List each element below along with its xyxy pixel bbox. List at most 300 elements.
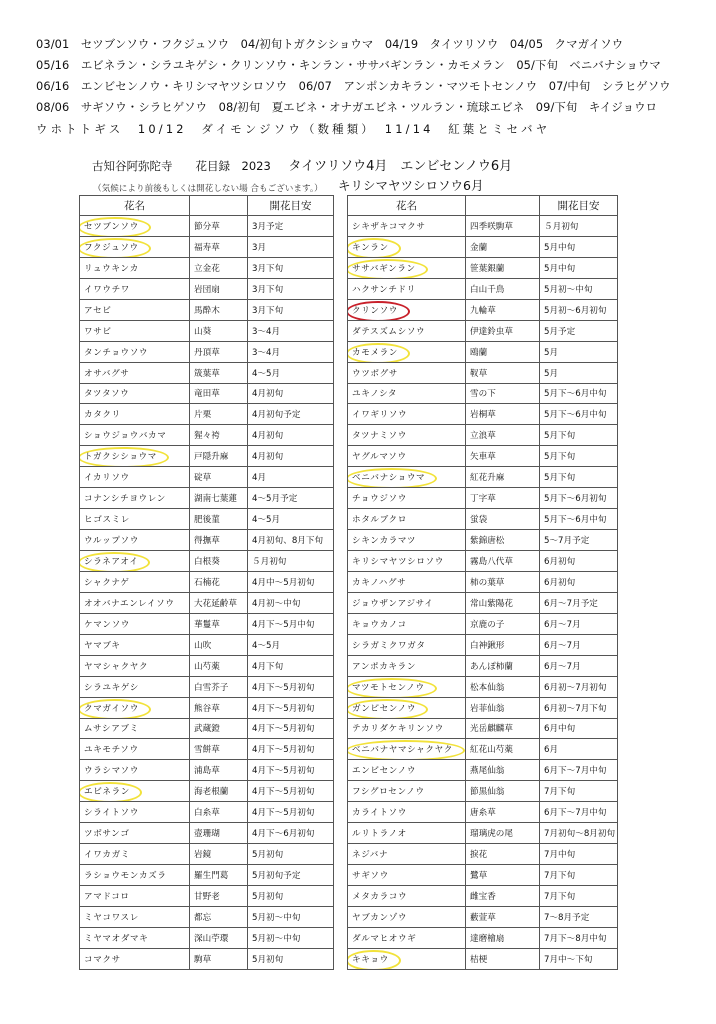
cell-kanji <box>466 781 540 802</box>
table-row <box>348 362 618 383</box>
cell-text: 7月中旬 <box>544 850 576 861</box>
cell-kanji <box>466 886 540 907</box>
cell-name <box>348 676 466 697</box>
table-row <box>348 551 618 572</box>
cell-name <box>80 320 190 341</box>
cell-text: 九輪草 <box>470 305 496 316</box>
cell-text: 武蔵鐙 <box>194 724 220 735</box>
cell-text: メタカラコウ <box>352 891 408 902</box>
disclaimer: （気候により前後もしくは開花しない場 合もございます。） <box>93 184 323 194</box>
cell-text: イカリソウ <box>84 473 130 484</box>
cell-text: 4月下～5月初旬 <box>252 808 315 819</box>
cell-bloom <box>248 886 334 907</box>
cell-bloom <box>248 320 334 341</box>
cell-bloom <box>248 571 334 592</box>
cell-kanji <box>466 571 540 592</box>
cell-bloom <box>540 299 618 320</box>
cell-kanji <box>190 697 248 718</box>
cell-text: 7～8月予定 <box>544 912 590 923</box>
cell-kanji <box>190 467 248 488</box>
cell-text: フシグロセンノウ <box>352 787 425 798</box>
cell-name <box>80 236 190 257</box>
column-header-name: 花名 <box>80 196 190 216</box>
cell-text: ダルマヒオウギ <box>352 933 417 944</box>
cell-text: オサバグサ <box>84 368 130 379</box>
cell-text: 竜田草 <box>194 389 220 400</box>
cell-text: アンポカキラン <box>352 661 417 672</box>
cell-kanji <box>466 320 540 341</box>
cell-text: 矢車草 <box>470 452 496 463</box>
table-row <box>348 571 618 592</box>
cell-name <box>80 467 190 488</box>
table-row <box>80 906 334 927</box>
cell-text: 駒草 <box>194 954 212 965</box>
cell-text: 靫草 <box>470 368 488 379</box>
cell-kanji <box>190 634 248 655</box>
cell-text: 岩鏡 <box>194 850 212 861</box>
cell-bloom <box>540 446 618 467</box>
cell-kanji <box>466 655 540 676</box>
cell-bloom <box>540 530 618 551</box>
cell-name <box>80 446 190 467</box>
cell-text: 6月下～7月中旬 <box>544 766 607 777</box>
cell-kanji <box>466 613 540 634</box>
cell-text: ヤマシャクヤク <box>84 661 149 672</box>
cell-bloom <box>540 613 618 634</box>
cell-text: 4月下～5月初旬 <box>252 724 315 735</box>
cell-name <box>348 320 466 341</box>
table-row <box>348 509 618 530</box>
cell-text: イワギリソウ <box>352 410 408 421</box>
cell-bloom <box>248 676 334 697</box>
cell-text: 壺珊瑚 <box>194 829 220 840</box>
cell-text: エビネラン <box>84 787 130 798</box>
cell-text: ジョウザンアジサイ <box>352 598 434 609</box>
table-row <box>348 906 618 927</box>
cell-text: 7月下旬 <box>544 891 576 902</box>
cell-text: 4月下～5月初旬 <box>252 787 315 798</box>
document-title-text: 古知谷阿弥陀寺 花目録 2023 <box>92 159 271 173</box>
schedule-line: ウホトトギス 10/12 ダイモンジソウ（数種類） 11/14 紅葉とミセバヤ <box>36 122 551 136</box>
cell-bloom <box>540 739 618 760</box>
table-row <box>80 320 334 341</box>
cell-text: 4月下～5月初旬 <box>252 766 315 777</box>
cell-text: 5月下旬 <box>544 431 576 442</box>
cell-text: 6月～7月 <box>544 661 581 672</box>
cell-bloom <box>540 927 618 948</box>
cell-name <box>80 592 190 613</box>
cell-bloom <box>540 571 618 592</box>
cell-bloom <box>248 216 334 237</box>
cell-kanji <box>466 844 540 865</box>
cell-text: 6月中旬 <box>544 724 576 735</box>
cell-kanji <box>190 844 248 865</box>
schedule-line: 03/01 セツブンソウ・フクジュソウ 04/初旬トガクシショウマ 04/19 タイツリソウ 04/05 クマガイソウ <box>36 37 624 51</box>
table-row <box>348 802 618 823</box>
cell-text: 紅花升麻 <box>470 473 505 484</box>
cell-text: シラネアオイ <box>84 556 139 567</box>
cell-bloom <box>248 760 334 781</box>
cell-name <box>348 509 466 530</box>
cell-text: オオバナエンレイソウ <box>84 598 175 609</box>
cell-text: ウラシマソウ <box>84 766 139 777</box>
cell-text: 5月下旬 <box>544 452 576 463</box>
table-row <box>348 927 618 948</box>
cell-text: ケマンソウ <box>84 619 130 630</box>
cell-bloom <box>248 634 334 655</box>
cell-text: イワウチワ <box>84 284 130 295</box>
cell-bloom <box>540 488 618 509</box>
cell-text: キリシマヤツシロソウ <box>352 556 444 567</box>
cell-kanji <box>466 865 540 886</box>
cell-text: 華鬘草 <box>194 619 220 630</box>
cell-bloom <box>540 467 618 488</box>
cell-text: 5月初～6月初旬 <box>544 305 607 316</box>
cell-name <box>80 906 190 927</box>
cell-text: 4月初旬予定 <box>252 410 301 421</box>
cell-bloom <box>248 467 334 488</box>
cell-kanji <box>190 383 248 404</box>
table-header-row <box>348 196 618 216</box>
cell-kanji <box>466 341 540 362</box>
cell-text: 雌宝香 <box>470 891 496 902</box>
cell-kanji <box>190 488 248 509</box>
cell-text: 鴎蘭 <box>470 347 488 358</box>
cell-text: 4月中～5月初旬 <box>252 577 315 588</box>
cell-text: 3月下旬 <box>252 284 284 295</box>
cell-text: 得撫草 <box>194 536 220 547</box>
cell-bloom <box>248 655 334 676</box>
cell-name <box>348 886 466 907</box>
cell-name <box>348 278 466 299</box>
table-row <box>80 886 334 907</box>
cell-bloom <box>540 886 618 907</box>
cell-bloom <box>248 257 334 278</box>
cell-text: 4月初旬 <box>252 389 284 400</box>
cell-name <box>348 739 466 760</box>
cell-bloom <box>248 425 334 446</box>
cell-text: ５月初旬 <box>544 221 579 232</box>
cell-kanji <box>466 739 540 760</box>
cell-name <box>348 341 466 362</box>
cell-text: セツブンソウ <box>84 221 139 232</box>
table-row <box>80 697 334 718</box>
cell-name <box>348 655 466 676</box>
cell-name <box>80 551 190 572</box>
cell-text: 福寿草 <box>194 242 220 253</box>
cell-name <box>348 383 466 404</box>
cell-text: 5月初～中旬 <box>252 933 301 944</box>
cell-name <box>80 927 190 948</box>
cell-bloom <box>540 509 618 530</box>
column-header-name: 花名 <box>348 196 466 216</box>
cell-name <box>80 278 190 299</box>
cell-name <box>348 446 466 467</box>
cell-name <box>348 216 466 237</box>
cell-text: 3月下旬 <box>252 263 284 274</box>
cell-text: コマクサ <box>84 954 121 965</box>
cell-text: 金蘭 <box>470 242 488 253</box>
cell-kanji <box>190 236 248 257</box>
cell-name <box>80 718 190 739</box>
column-header-bloom: 開花目安 <box>248 196 334 216</box>
cell-name <box>80 823 190 844</box>
cell-kanji <box>466 236 540 257</box>
cell-name <box>348 467 466 488</box>
cell-text: 6月～7月 <box>544 619 581 630</box>
cell-text: 松本仙翁 <box>470 682 505 693</box>
cell-kanji <box>466 823 540 844</box>
table-row <box>348 886 618 907</box>
cell-text: ユキノシタ <box>352 389 398 400</box>
cell-text: 5月下～6月初旬 <box>544 494 607 505</box>
cell-text: ウツボグサ <box>352 368 398 379</box>
cell-text: 3月予定 <box>252 221 284 232</box>
cell-text: ５月初旬 <box>252 556 287 567</box>
cell-name <box>80 530 190 551</box>
cell-bloom <box>248 697 334 718</box>
cell-bloom <box>248 865 334 886</box>
table-row <box>80 236 334 257</box>
cell-kanji <box>466 592 540 613</box>
cell-text: ミヤコワスレ <box>84 912 139 923</box>
cell-text: シキンカラマツ <box>352 536 417 547</box>
cell-text: 筬葉草 <box>194 368 220 379</box>
cell-bloom <box>540 802 618 823</box>
cell-kanji <box>190 278 248 299</box>
table-row <box>348 865 618 886</box>
cell-kanji <box>466 927 540 948</box>
cell-text: 岩桐草 <box>470 410 496 421</box>
cell-kanji <box>466 278 540 299</box>
cell-kanji <box>190 257 248 278</box>
cell-bloom <box>248 446 334 467</box>
cell-text: 4月初～中旬 <box>252 598 301 609</box>
cell-text: 白神鍬形 <box>470 640 505 651</box>
table-row <box>348 844 618 865</box>
cell-text: 山吹 <box>194 640 212 651</box>
cell-name <box>348 530 466 551</box>
table-row <box>348 216 618 237</box>
table-row <box>348 341 618 362</box>
cell-text: 6月～7月予定 <box>544 598 598 609</box>
cell-name <box>80 886 190 907</box>
cell-kanji <box>190 404 248 425</box>
cell-text: ヤブカンゾウ <box>352 912 408 923</box>
cell-kanji <box>466 404 540 425</box>
cell-text: 節黒仙翁 <box>470 787 505 798</box>
cell-name <box>348 802 466 823</box>
table-row <box>348 634 618 655</box>
cell-kanji <box>190 760 248 781</box>
cell-name <box>348 425 466 446</box>
cell-text: カタクリ <box>84 410 121 421</box>
cell-bloom <box>248 781 334 802</box>
table-row <box>348 823 618 844</box>
cell-text: 6月初～7月初旬 <box>544 682 607 693</box>
table-row <box>348 530 618 551</box>
cell-text: 6月初～7月下旬 <box>544 703 607 714</box>
cell-text: 藪萱草 <box>470 912 496 923</box>
cell-bloom <box>540 278 618 299</box>
cell-text: 浦島草 <box>194 766 220 777</box>
cell-bloom <box>540 320 618 341</box>
cell-name <box>80 613 190 634</box>
cell-text: チョウジソウ <box>352 494 407 505</box>
cell-text: 3月下旬 <box>252 305 284 316</box>
cell-kanji <box>190 781 248 802</box>
cell-kanji <box>466 697 540 718</box>
cell-text: シライトソウ <box>84 808 139 819</box>
cell-text: 5月下～6月中旬 <box>544 410 607 421</box>
cell-text: 石楠花 <box>194 577 220 588</box>
cell-name <box>80 425 190 446</box>
cell-text: 6月初旬 <box>544 577 576 588</box>
cell-kanji <box>190 446 248 467</box>
cell-kanji <box>466 802 540 823</box>
cell-text: 甘野老 <box>194 891 220 902</box>
cell-text: 白雪芥子 <box>194 682 229 693</box>
cell-text: 白糸草 <box>194 808 220 819</box>
cell-text: 4月 <box>252 473 267 484</box>
cell-name <box>348 592 466 613</box>
cell-bloom <box>540 551 618 572</box>
cell-text: 5月中旬 <box>544 242 576 253</box>
cell-text: 白根葵 <box>194 556 220 567</box>
cell-name <box>348 718 466 739</box>
cell-kanji <box>466 634 540 655</box>
handwritten-note: タイツリソウ4月 エンビセンノウ6月 <box>288 159 513 174</box>
cell-text: 立金花 <box>194 263 220 274</box>
cell-kanji <box>466 446 540 467</box>
cell-kanji <box>190 865 248 886</box>
cell-bloom <box>540 865 618 886</box>
cell-text: アマドコロ <box>84 891 130 902</box>
cell-text: 5月下旬 <box>544 473 576 484</box>
cell-name <box>80 844 190 865</box>
cell-kanji <box>466 948 540 969</box>
cell-name <box>348 927 466 948</box>
table-row <box>80 257 334 278</box>
cell-kanji <box>190 906 248 927</box>
cell-text: テカリダケキリンソウ <box>352 724 444 735</box>
cell-text: 7月下旬 <box>544 787 576 798</box>
cell-kanji <box>190 718 248 739</box>
cell-kanji <box>466 299 540 320</box>
table-row <box>348 425 618 446</box>
cell-text: 5月初旬予定 <box>252 871 301 882</box>
cell-text: 4月下～5月初旬 <box>252 682 315 693</box>
cell-kanji <box>466 718 540 739</box>
cell-kanji <box>466 216 540 237</box>
table-row <box>80 551 334 572</box>
cell-kanji <box>190 948 248 969</box>
cell-name <box>348 823 466 844</box>
cell-bloom <box>540 257 618 278</box>
cell-text: 紅花山芍薬 <box>470 745 513 756</box>
cell-kanji <box>190 655 248 676</box>
cell-name <box>348 634 466 655</box>
cell-name <box>80 404 190 425</box>
cell-text: タツタソウ <box>84 389 130 400</box>
cell-name <box>80 362 190 383</box>
cell-name <box>80 634 190 655</box>
table-row <box>80 844 334 865</box>
cell-text: ムサシアブミ <box>84 724 139 735</box>
schedule-line: 08/06 サギソウ・シラヒゲソウ 08/初旬 夏エビネ・オナガエビネ・ツルラン・琉球エビネ 09/下旬 キイジョウロ <box>36 100 658 114</box>
cell-text: クリンソウ <box>352 305 398 316</box>
cell-bloom <box>540 216 618 237</box>
table-row <box>348 718 618 739</box>
cell-bloom <box>540 906 618 927</box>
cell-bloom <box>540 948 618 969</box>
cell-bloom <box>540 404 618 425</box>
cell-text: 霧島八代草 <box>470 556 513 567</box>
cell-kanji <box>466 488 540 509</box>
cell-text: 4～5月 <box>252 368 281 379</box>
cell-bloom <box>540 697 618 718</box>
table-row <box>80 404 334 425</box>
cell-kanji <box>190 613 248 634</box>
cell-kanji <box>190 571 248 592</box>
table-row <box>348 320 618 341</box>
cell-bloom <box>540 655 618 676</box>
cell-text: ウルップソウ <box>84 536 139 547</box>
handwritten-note-2: キリシマヤツシロソウ6月 <box>338 178 484 193</box>
cell-text: 柿の葉草 <box>470 577 505 588</box>
cell-name <box>348 571 466 592</box>
cell-text: キキョウ <box>352 954 389 965</box>
cell-kanji <box>190 927 248 948</box>
cell-text: 馬酔木 <box>194 305 220 316</box>
cell-text: 5月初旬 <box>252 850 284 861</box>
cell-bloom <box>540 844 618 865</box>
cell-text: フクジュソウ <box>84 242 139 253</box>
cell-text: 碇草 <box>194 473 212 484</box>
table-row <box>80 865 334 886</box>
cell-bloom <box>540 341 618 362</box>
cell-text: 笹葉銀蘭 <box>470 263 505 274</box>
cell-bloom <box>248 278 334 299</box>
cell-kanji <box>466 362 540 383</box>
table-row <box>348 697 618 718</box>
cell-kanji <box>190 886 248 907</box>
cell-text: シャクナゲ <box>84 577 130 588</box>
cell-name <box>348 236 466 257</box>
cell-text: マツモトセンノウ <box>352 682 425 693</box>
table-row <box>80 760 334 781</box>
table-row <box>80 718 334 739</box>
table-row <box>348 236 618 257</box>
cell-text: 山芍薬 <box>194 661 220 672</box>
cell-text: 岩団扇 <box>194 284 220 295</box>
table-row <box>80 634 334 655</box>
cell-name <box>80 571 190 592</box>
cell-text: リュウキンカ <box>84 263 139 274</box>
cell-bloom <box>540 592 618 613</box>
cell-bloom <box>248 404 334 425</box>
cell-name <box>348 257 466 278</box>
cell-name <box>80 760 190 781</box>
cell-text: 4～5月 <box>252 640 281 651</box>
cell-text: タツナミソウ <box>352 431 407 442</box>
cell-text: あんぽ柿蘭 <box>470 661 513 672</box>
cell-text: 白山千鳥 <box>470 284 505 295</box>
cell-text: エンビセンノウ <box>352 766 417 777</box>
cell-text: シキザキコマクサ <box>352 221 426 232</box>
cell-text: キョウカノコ <box>352 619 407 630</box>
cell-name <box>80 383 190 404</box>
